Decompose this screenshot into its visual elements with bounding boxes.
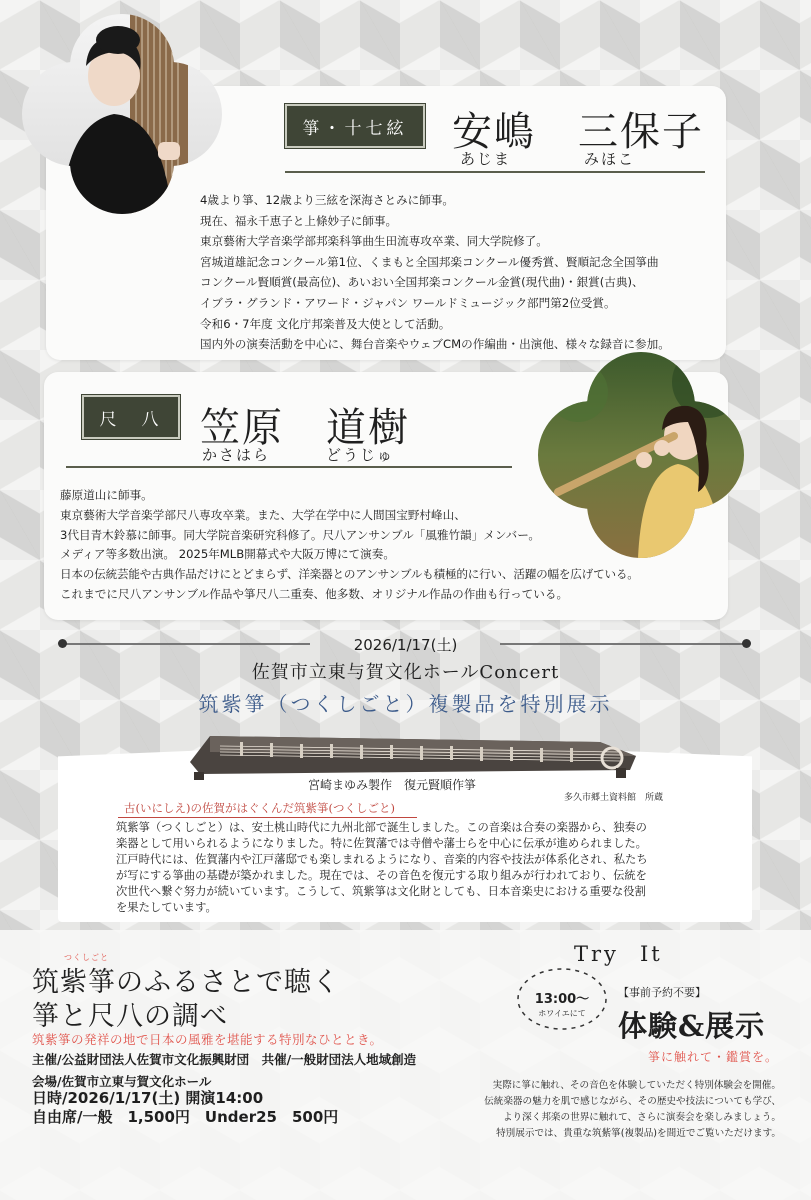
- instrument-subheading: 古(いにしえ)の佐賀がはぐくんだ筑紫箏(つくしごと): [118, 800, 417, 818]
- desc-line: 江戸時代には、佐賀藩内や江戸藩邸でも楽しまれるようになり、音楽的内容や技法が体系化され、私たち: [116, 853, 648, 866]
- desc-line: が写にする箏曲の基礎が築かれました。現在では、その音色を復元する取り組みが行われており、伝統を: [116, 869, 647, 882]
- performer1-name: 安嶋 三保子: [452, 109, 704, 155]
- performer2-divider: [66, 466, 512, 468]
- experience-description: [484, 1078, 781, 1142]
- concert-tagline: 筑紫箏の発祥の地で日本の風雅を堪能する特別なひととき。: [32, 1032, 383, 1047]
- bio-line: 藤原道山に師事。: [60, 488, 153, 502]
- desc-line: 次世代へ繋ぐ努力が続いています。こうして、筑紫箏は文化財としても、日本音楽史における重要な役割: [116, 885, 646, 898]
- time-text: 13:00〜: [534, 992, 590, 1007]
- performer1-kana-given: みほこ: [584, 150, 636, 168]
- performer1-bio: [200, 190, 670, 355]
- concert-organizers: 主催/公益財団法人佐賀市文化振興財団 共催/一般財団法人地域創造: [32, 1052, 417, 1067]
- try-word-2: It: [640, 942, 663, 966]
- bio-line: 日本の伝統芸能や古典作品だけにとどまらず、洋楽器とのアンサンブルも積極的に行い、活躍の幅を広げている。: [60, 567, 639, 582]
- exp-line: 特別展示では、貴重な筑紫箏(複製品)を間近でご覧いただけます。: [496, 1128, 781, 1139]
- bio-line: イブラ・グランド・アワード・ジャパン ワールドミュージック部門第2位受賞。: [200, 295, 616, 310]
- performer2-bio: [60, 486, 639, 605]
- time-badge: [514, 966, 610, 1032]
- venue-title: 佐賀市立東与賀文化ホールConcert: [251, 662, 560, 683]
- performer1-photo: [22, 14, 222, 214]
- bio-line: 国内外の演奏活動を中心に、舞台音楽やウェブCMの作編曲・出演他、様々な録音に参加。: [200, 337, 670, 352]
- performer2-instrument-tag: 尺 八: [82, 395, 180, 439]
- performer1-instrument-tag: 箏・十七絃: [285, 104, 425, 148]
- time-place: ホワイエにて: [538, 1009, 586, 1018]
- experience-title: 体験&展示: [618, 1009, 766, 1043]
- bio-line: これまでに尺八アンサンブル作品や箏尺八二重奏、他多数、オリジナル作品の作曲も行っている。: [60, 586, 569, 601]
- concert-title-line2: 箏と尺八の調べ: [32, 1001, 228, 1032]
- concert-venue: 会場/佐賀市立東与賀文化ホール: [32, 1074, 212, 1089]
- instrument-collection: 多久市郷土資料館 所蔵: [564, 793, 664, 803]
- bio-line: 3代目青木鈴慕に師事。同大学院音楽研究科修了。尺八アンサンブル「風雅竹韻」メンバー。: [60, 527, 540, 542]
- bio-line: 現在、福永千恵子と上條妙子に師事。: [200, 213, 398, 228]
- bio-line: 4歳より箏、12歳より三絃を深海さとみに師事。: [200, 193, 455, 207]
- no-reservation-note: 【事前予約不要】: [618, 986, 706, 999]
- instrument-photo: [180, 722, 660, 782]
- performer1-divider: [285, 171, 705, 173]
- bio-line: 令和6・7年度 文化庁邦楽普及大使として活動。: [200, 316, 451, 331]
- performer2-kana-family: かさはら: [202, 446, 271, 464]
- bio-line: 東京藝術大学音楽学部邦楽科箏曲生田流専攻卒業、同大学院修了。: [200, 234, 548, 249]
- desc-line: 筑紫箏（つくしごと）は、安土桃山時代に九州北部で誕生しました。この音楽は合奏の楽器から、独奏の: [116, 821, 647, 834]
- experience-subtitle: 箏に触れて・鑑賞を。: [648, 1050, 779, 1064]
- try-word-1: Try: [574, 942, 619, 966]
- performer1-kana-family: あじま: [460, 150, 512, 168]
- bio-line: メディア等多数出演。 2025年MLB開幕式や大阪万博にて演奏。: [60, 547, 395, 562]
- bio-line: コンクール賢順賞(最高位)、あいおい全国邦楽コンクール金賞(現代曲)・銀賞(古典)、: [200, 275, 644, 290]
- desc-line: 楽器として用いられるようになりました。特に佐賀藩では寺僧や藩士らを中心に伝承が進められました。: [116, 837, 647, 850]
- exp-line: 実際に箏に触れ、その音色を体験していただく特別体験会を開催。: [492, 1080, 781, 1091]
- exp-line: より深く邦楽の世界に触れて、さらに演奏会を楽しみましょう。: [502, 1112, 781, 1123]
- exp-line: 伝統楽器の魅力を肌で感じながら、その歴史や技法についても学び、: [484, 1096, 781, 1107]
- bio-line: 東京藝術大学音楽学部尺八専攻卒業。また、大学在学中に人間国宝野村峰山、: [60, 507, 466, 522]
- performer2-kana-given: どうじゅ: [326, 446, 395, 464]
- exhibit-title: 筑紫箏（つくしごと）複製品を特別展示: [198, 692, 613, 716]
- instrument-caption: 宮崎まゆみ製作 復元賢順作箏: [308, 778, 477, 792]
- concert-title-ruby: つくしごと: [64, 953, 109, 962]
- concert-title-line1: 筑紫箏のふるさとで聴く: [32, 967, 340, 998]
- desc-line: を果たしています。: [116, 901, 217, 914]
- bio-line: 宮城道雄記念コンクール第1位、くまもと全国邦楽コンクール優秀賞、賢順記念全国箏曲: [200, 254, 659, 269]
- event-date: 2026/1/17(土): [353, 636, 458, 654]
- concert-price: 自由席/一般 1,500円 Under25 500円: [32, 1108, 339, 1126]
- performer2-name: 笠原 道樹: [200, 405, 410, 451]
- instrument-description: [116, 820, 648, 916]
- concert-datetime: 日時/2026/1/17(土) 開演14:00: [32, 1089, 264, 1107]
